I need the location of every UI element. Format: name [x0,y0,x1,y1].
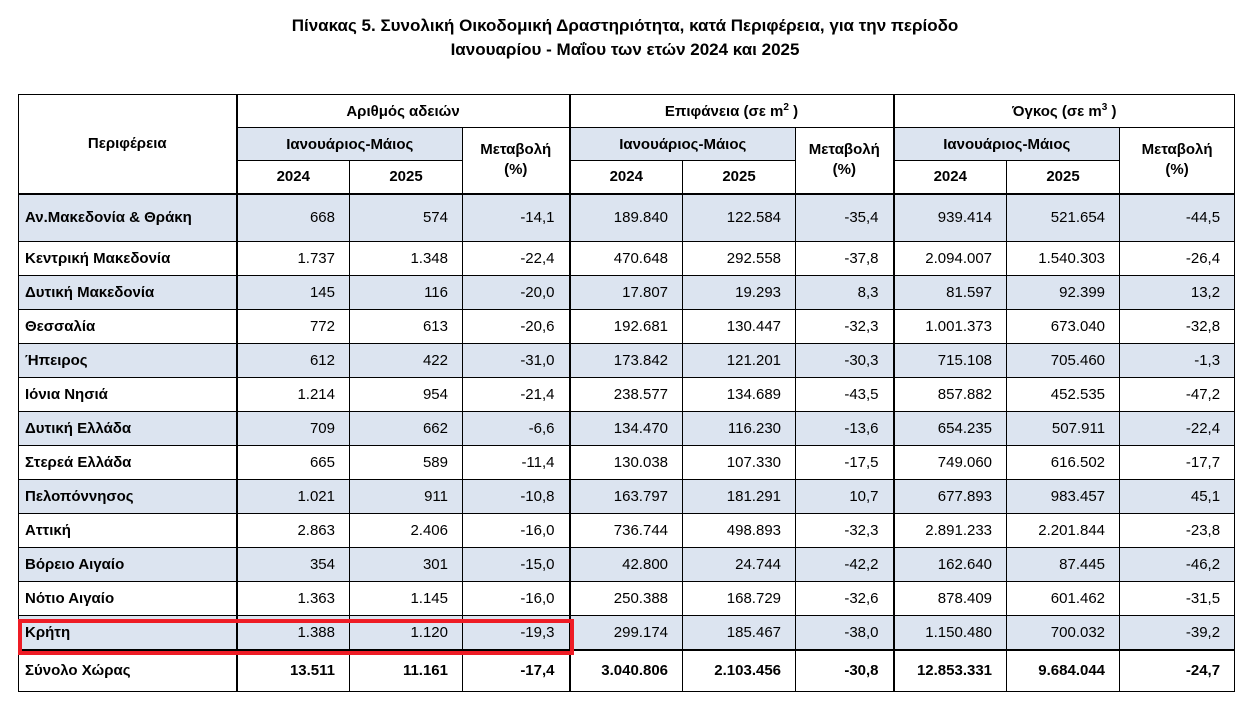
value-cell: 954 [350,378,463,412]
value-cell: 116.230 [683,412,796,446]
value-cell: 2.406 [350,514,463,548]
value-cell: 589 [350,446,463,480]
value-cell: -20,0 [463,276,570,310]
value-cell: 878.409 [894,582,1007,616]
value-cell: 1.388 [237,616,350,650]
value-cell: 715.108 [894,344,1007,378]
value-cell: -32,6 [796,582,894,616]
value-cell: 736.744 [570,514,683,548]
value-cell: 134.689 [683,378,796,412]
value-cell: 45,1 [1120,480,1235,514]
value-cell: -19,3 [463,616,570,650]
value-cell: 292.558 [683,242,796,276]
header-surface: Επιφάνεια (σε $m^2$ ) [570,95,894,128]
region-cell: Πελοπόννησος [19,480,237,514]
value-cell: -43,5 [796,378,894,412]
table-row [19,276,1235,310]
value-cell: 422 [350,344,463,378]
value-cell: 2.891.233 [894,514,1007,548]
value-cell: 13,2 [1120,276,1235,310]
value-cell: -22,4 [463,242,570,276]
value-cell: 700.032 [1007,616,1120,650]
value-cell: 1.145 [350,582,463,616]
value-cell: -31,5 [1120,582,1235,616]
value-cell: 601.462 [1007,582,1120,616]
table-row [19,378,1235,412]
header-year-2024: 2024 [570,161,683,194]
table-row [19,616,1235,650]
value-cell: 173.842 [570,344,683,378]
value-cell: -6,6 [463,412,570,446]
value-cell: 92.399 [1007,276,1120,310]
value-cell: 1.120 [350,616,463,650]
value-cell: 107.330 [683,446,796,480]
value-cell: 17.807 [570,276,683,310]
value-cell: 911 [350,480,463,514]
value-cell: 705.460 [1007,344,1120,378]
header-change-volume: Μεταβολή (%) [1120,128,1235,194]
value-cell: 42.800 [570,548,683,582]
header-year-2024: 2024 [894,161,1007,194]
region-cell: Αττική [19,514,237,548]
value-cell: 1.737 [237,242,350,276]
header-period-volume: Ιανουάριος-Μάιος [894,128,1120,161]
region-cell: Αν.Μακεδονία & Θράκη [19,194,237,242]
value-cell: -42,2 [796,548,894,582]
value-cell: -16,0 [463,582,570,616]
value-cell: -21,4 [463,378,570,412]
region-cell: Δυτική Ελλάδα [19,412,237,446]
value-cell: 130.447 [683,310,796,344]
value-cell: -32,3 [796,514,894,548]
value-cell: -22,4 [1120,412,1235,446]
value-cell: -13,6 [796,412,894,446]
total-value-cell: 13.511 [237,650,350,692]
table-row [19,344,1235,378]
value-cell: 163.797 [570,480,683,514]
region-cell: Ήπειρος [19,344,237,378]
value-cell: 2.863 [237,514,350,548]
value-cell: 168.729 [683,582,796,616]
value-cell: 185.467 [683,616,796,650]
value-cell: 134.470 [570,412,683,446]
value-cell: 192.681 [570,310,683,344]
table-row [19,310,1235,344]
value-cell: 1.150.480 [894,616,1007,650]
value-cell: 81.597 [894,276,1007,310]
value-cell: 612 [237,344,350,378]
total-value-cell: 12.853.331 [894,650,1007,692]
value-cell: -30,3 [796,344,894,378]
value-cell: 507.911 [1007,412,1120,446]
table-title-line1: Πίνακας 5. Συνολική Οικοδομική Δραστηριότητα, κατά Περιφέρεια, για την περίοδο [291,16,959,35]
value-cell: 10,7 [796,480,894,514]
value-cell: 299.174 [570,616,683,650]
value-cell: 19.293 [683,276,796,310]
total-value-cell: -24,7 [1120,650,1235,692]
value-cell: 238.577 [570,378,683,412]
value-cell: 1.540.303 [1007,242,1120,276]
table-row [19,582,1235,616]
value-cell: 250.388 [570,582,683,616]
value-cell: 662 [350,412,463,446]
header-region: Περιφέρεια [19,95,237,194]
value-cell: 1.348 [350,242,463,276]
table-row [19,446,1235,480]
value-cell: 8,3 [796,276,894,310]
value-cell: -47,2 [1120,378,1235,412]
header-change-surface: Μεταβολή (%) [796,128,894,194]
value-cell: 616.502 [1007,446,1120,480]
value-cell: 121.201 [683,344,796,378]
region-cell: Θεσσαλία [19,310,237,344]
value-cell: -39,2 [1120,616,1235,650]
region-cell: Νότιο Αιγαίο [19,582,237,616]
value-cell: -14,1 [463,194,570,242]
total-value-cell: 2.103.456 [683,650,796,692]
header-year-2024: 2024 [237,161,350,194]
region-cell: Στερεά Ελλάδα [19,446,237,480]
header-year-2025: 2025 [1007,161,1120,194]
value-cell: 673.040 [1007,310,1120,344]
value-cell: 24.744 [683,548,796,582]
total-row [19,650,1235,692]
value-cell: -35,4 [796,194,894,242]
value-cell: -17,5 [796,446,894,480]
value-cell: 521.654 [1007,194,1120,242]
value-cell: 87.445 [1007,548,1120,582]
value-cell: 189.840 [570,194,683,242]
value-cell: 116 [350,276,463,310]
value-cell: -44,5 [1120,194,1235,242]
value-cell: 1.214 [237,378,350,412]
value-cell: 709 [237,412,350,446]
value-cell: 749.060 [894,446,1007,480]
header-year-2025: 2025 [350,161,463,194]
region-cell: Κεντρική Μακεδονία [19,242,237,276]
total-value-cell: 11.161 [350,650,463,692]
total-value-cell: -30,8 [796,650,894,692]
value-cell: -15,0 [463,548,570,582]
value-cell: 301 [350,548,463,582]
value-cell: -32,8 [1120,310,1235,344]
value-cell: -20,6 [463,310,570,344]
value-cell: 613 [350,310,463,344]
table-title [0,14,1250,62]
region-cell: Κρήτη [19,616,237,650]
value-cell: -11,4 [463,446,570,480]
value-cell: 677.893 [894,480,1007,514]
building-activity-table [18,94,1235,692]
value-cell: 857.882 [894,378,1007,412]
value-cell: 130.038 [570,446,683,480]
value-cell: 122.584 [683,194,796,242]
value-cell: 1.001.373 [894,310,1007,344]
value-cell: 2.201.844 [1007,514,1120,548]
value-cell: -1,3 [1120,344,1235,378]
value-cell: 2.094.007 [894,242,1007,276]
header-volume: Όγκος (σε $m^3$ ) [894,95,1235,128]
table-row [19,514,1235,548]
value-cell: -10,8 [463,480,570,514]
header-period-surface: Ιανουάριος-Μάιος [570,128,796,161]
value-cell: 498.893 [683,514,796,548]
value-cell: -17,7 [1120,446,1235,480]
value-cell: -46,2 [1120,548,1235,582]
table-row [19,480,1235,514]
value-cell: 162.640 [894,548,1007,582]
value-cell: 181.291 [683,480,796,514]
value-cell: 668 [237,194,350,242]
value-cell: 665 [237,446,350,480]
table-row [19,548,1235,582]
total-label: Σύνολο Χώρας [19,650,237,692]
value-cell: -32,3 [796,310,894,344]
value-cell: -23,8 [1120,514,1235,548]
value-cell: 145 [237,276,350,310]
value-cell: 654.235 [894,412,1007,446]
value-cell: 772 [237,310,350,344]
value-cell: 1.363 [237,582,350,616]
header-period-permits: Ιανουάριος-Μάιος [237,128,463,161]
value-cell: 939.414 [894,194,1007,242]
value-cell: 470.648 [570,242,683,276]
value-cell: -26,4 [1120,242,1235,276]
table-title-line2: Ιανουαρίου - Μαΐου των ετών 2024 και 2025 [450,40,800,59]
header-year-2025: 2025 [683,161,796,194]
value-cell: 574 [350,194,463,242]
value-cell: 354 [237,548,350,582]
value-cell: 983.457 [1007,480,1120,514]
value-cell: -31,0 [463,344,570,378]
value-cell: 452.535 [1007,378,1120,412]
total-value-cell: -17,4 [463,650,570,692]
region-cell: Ιόνια Νησιά [19,378,237,412]
region-cell: Βόρειο Αιγαίο [19,548,237,582]
header-permits: Αριθμός αδειών [237,95,570,128]
value-cell: -38,0 [796,616,894,650]
total-value-cell: 3.040.806 [570,650,683,692]
value-cell: -37,8 [796,242,894,276]
table-row [19,242,1235,276]
table-row [19,194,1235,242]
header-change-permits: Μεταβολή (%) [463,128,570,194]
total-value-cell: 9.684.044 [1007,650,1120,692]
value-cell: -16,0 [463,514,570,548]
value-cell: 1.021 [237,480,350,514]
region-cell: Δυτική Μακεδονία [19,276,237,310]
table-row [19,412,1235,446]
